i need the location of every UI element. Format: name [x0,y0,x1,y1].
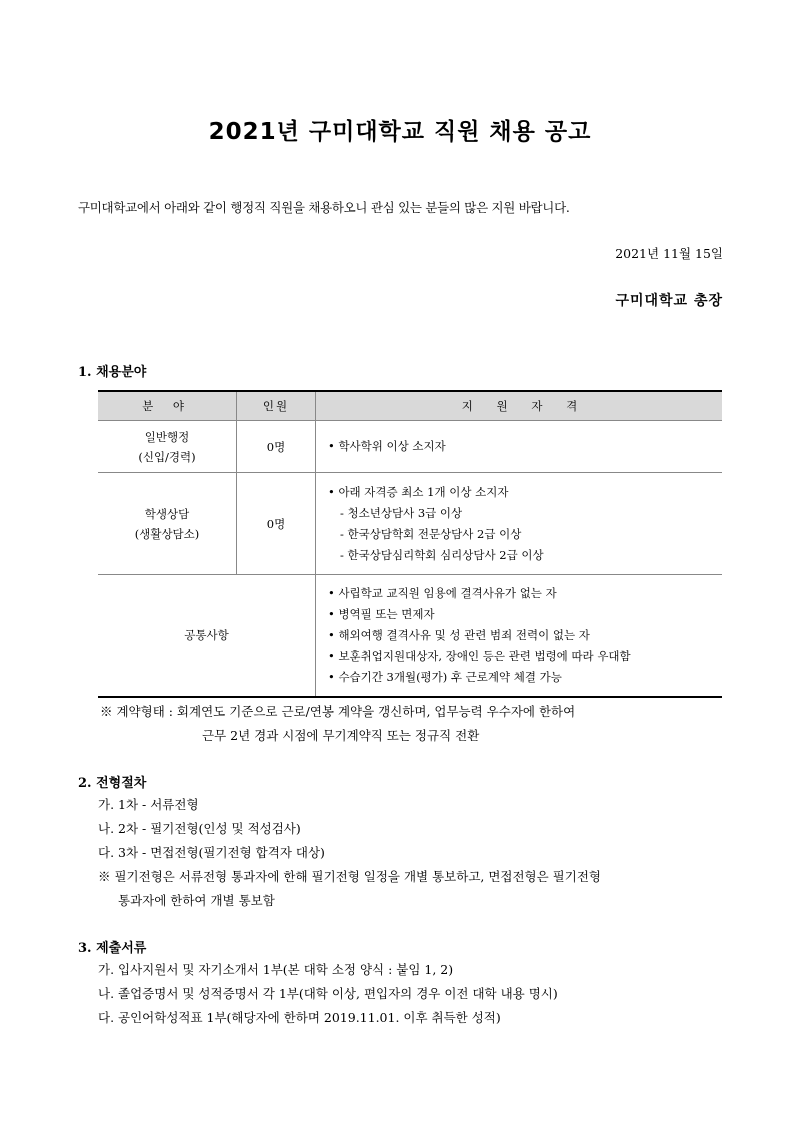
list-item: 나. 졸업증명서 및 성적증명서 각 1부(대학 이상, 편입자의 경우 이전 대학 내용 명시) [98,986,558,1001]
qualification-cell [316,575,723,697]
list-item: 다. 공인어학성적표 1부(해당자에 한하며 2019.11.01. 이후 취득한 성적) [98,1010,501,1025]
list-item: 가. 입사지원서 및 자기소개서 1부(본 대학 소정 양식 : 붙임 1, 2) [98,962,454,977]
field-subname: (생활상담소) [134,526,200,541]
table-row [98,473,722,575]
qualification-subitem: - 한국상담심리학회 심리상담사 2급 이상 [340,547,544,562]
qualification-item: • 사립학교 교직원 임용에 결격사유가 없는 자 [328,585,557,600]
header-qualifications: 지 원 자 격 [316,391,723,421]
qualification-item: • 아래 자격증 최소 1개 이상 소지자 [328,484,509,499]
procedure-note-line: ※ 필기전형은 서류전형 통과자에 한해 필기전형 일정을 개별 통보하고, 면접전형은 필기전형 [98,869,601,884]
qualification-subitem: - 청소년상담사 3급 이상 [340,505,463,520]
procedure-list [98,793,725,913]
signer: 구미대학교 총장 [615,293,723,309]
contract-note-line: 근무 2년 경과 시점에 무기계약직 또는 정규직 전환 [202,728,480,743]
intro-text: 구미대학교에서 아래와 같이 행정직 직원을 채용하오니 관심 있는 분들의 많은 지원 바랍니다. [78,200,570,215]
documents-list [98,958,558,1030]
announcement-date: 2021년 11월 15일 [615,246,723,261]
qualification-item: • 병역필 또는 면제자 [328,606,435,621]
qualification-item: • 학사학위 이상 소지자 [328,439,446,453]
header-count: 인원 [237,391,316,421]
field-name: 공통사항 [184,628,229,643]
table-row [98,421,722,473]
count-cell: 0명 [237,473,316,575]
qualification-item: • 수습기간 3개월(평가) 후 근로계약 체결 가능 [328,669,562,684]
list-item: 나. 2차 - 필기전형(인성 및 적성검사) [98,821,301,836]
qualification-subitem: - 한국상담학회 전문상담사 2급 이상 [340,526,522,541]
qualification-cell [316,473,723,575]
qualification-item: • 해외여행 결격사유 및 성 관련 범죄 전력이 없는 자 [328,627,590,642]
table-header-row [98,391,722,421]
field-cell [98,575,316,697]
section-heading-recruitment: 1. 채용분야 [78,365,147,380]
contract-note-line: ※ 계약형태 : 회계연도 기준으로 근로/연봉 계약을 갱신하며, 업무능력 우수자에 한하여 [100,704,576,719]
table-row [98,575,722,697]
contract-note [100,700,725,748]
page-title: 2021년 구미대학교 직원 채용 공고 [208,119,592,145]
field-name: 학생상담 [144,506,190,521]
list-item: 가. 1차 - 서류전형 [98,797,199,812]
field-subname: (신입/경력) [138,449,196,464]
recruitment-table [98,390,722,698]
count-cell: 0명 [237,421,316,473]
section-heading-procedure: 2. 전형절차 [78,776,147,791]
qualification-item: • 보훈취업지원대상자, 장애인 등은 관련 법령에 따라 우대함 [328,648,631,663]
field-cell [98,473,237,575]
header-field: 분 야 [98,391,237,421]
qualification-cell [316,421,723,473]
field-name: 일반행정 [144,429,190,444]
field-cell [98,421,237,473]
list-item: 다. 3차 - 면접전형(필기전형 합격자 대상) [98,845,325,860]
section-heading-documents: 3. 제출서류 [78,941,147,956]
procedure-note-line: 통과자에 한하여 개별 통보함 [118,893,275,908]
